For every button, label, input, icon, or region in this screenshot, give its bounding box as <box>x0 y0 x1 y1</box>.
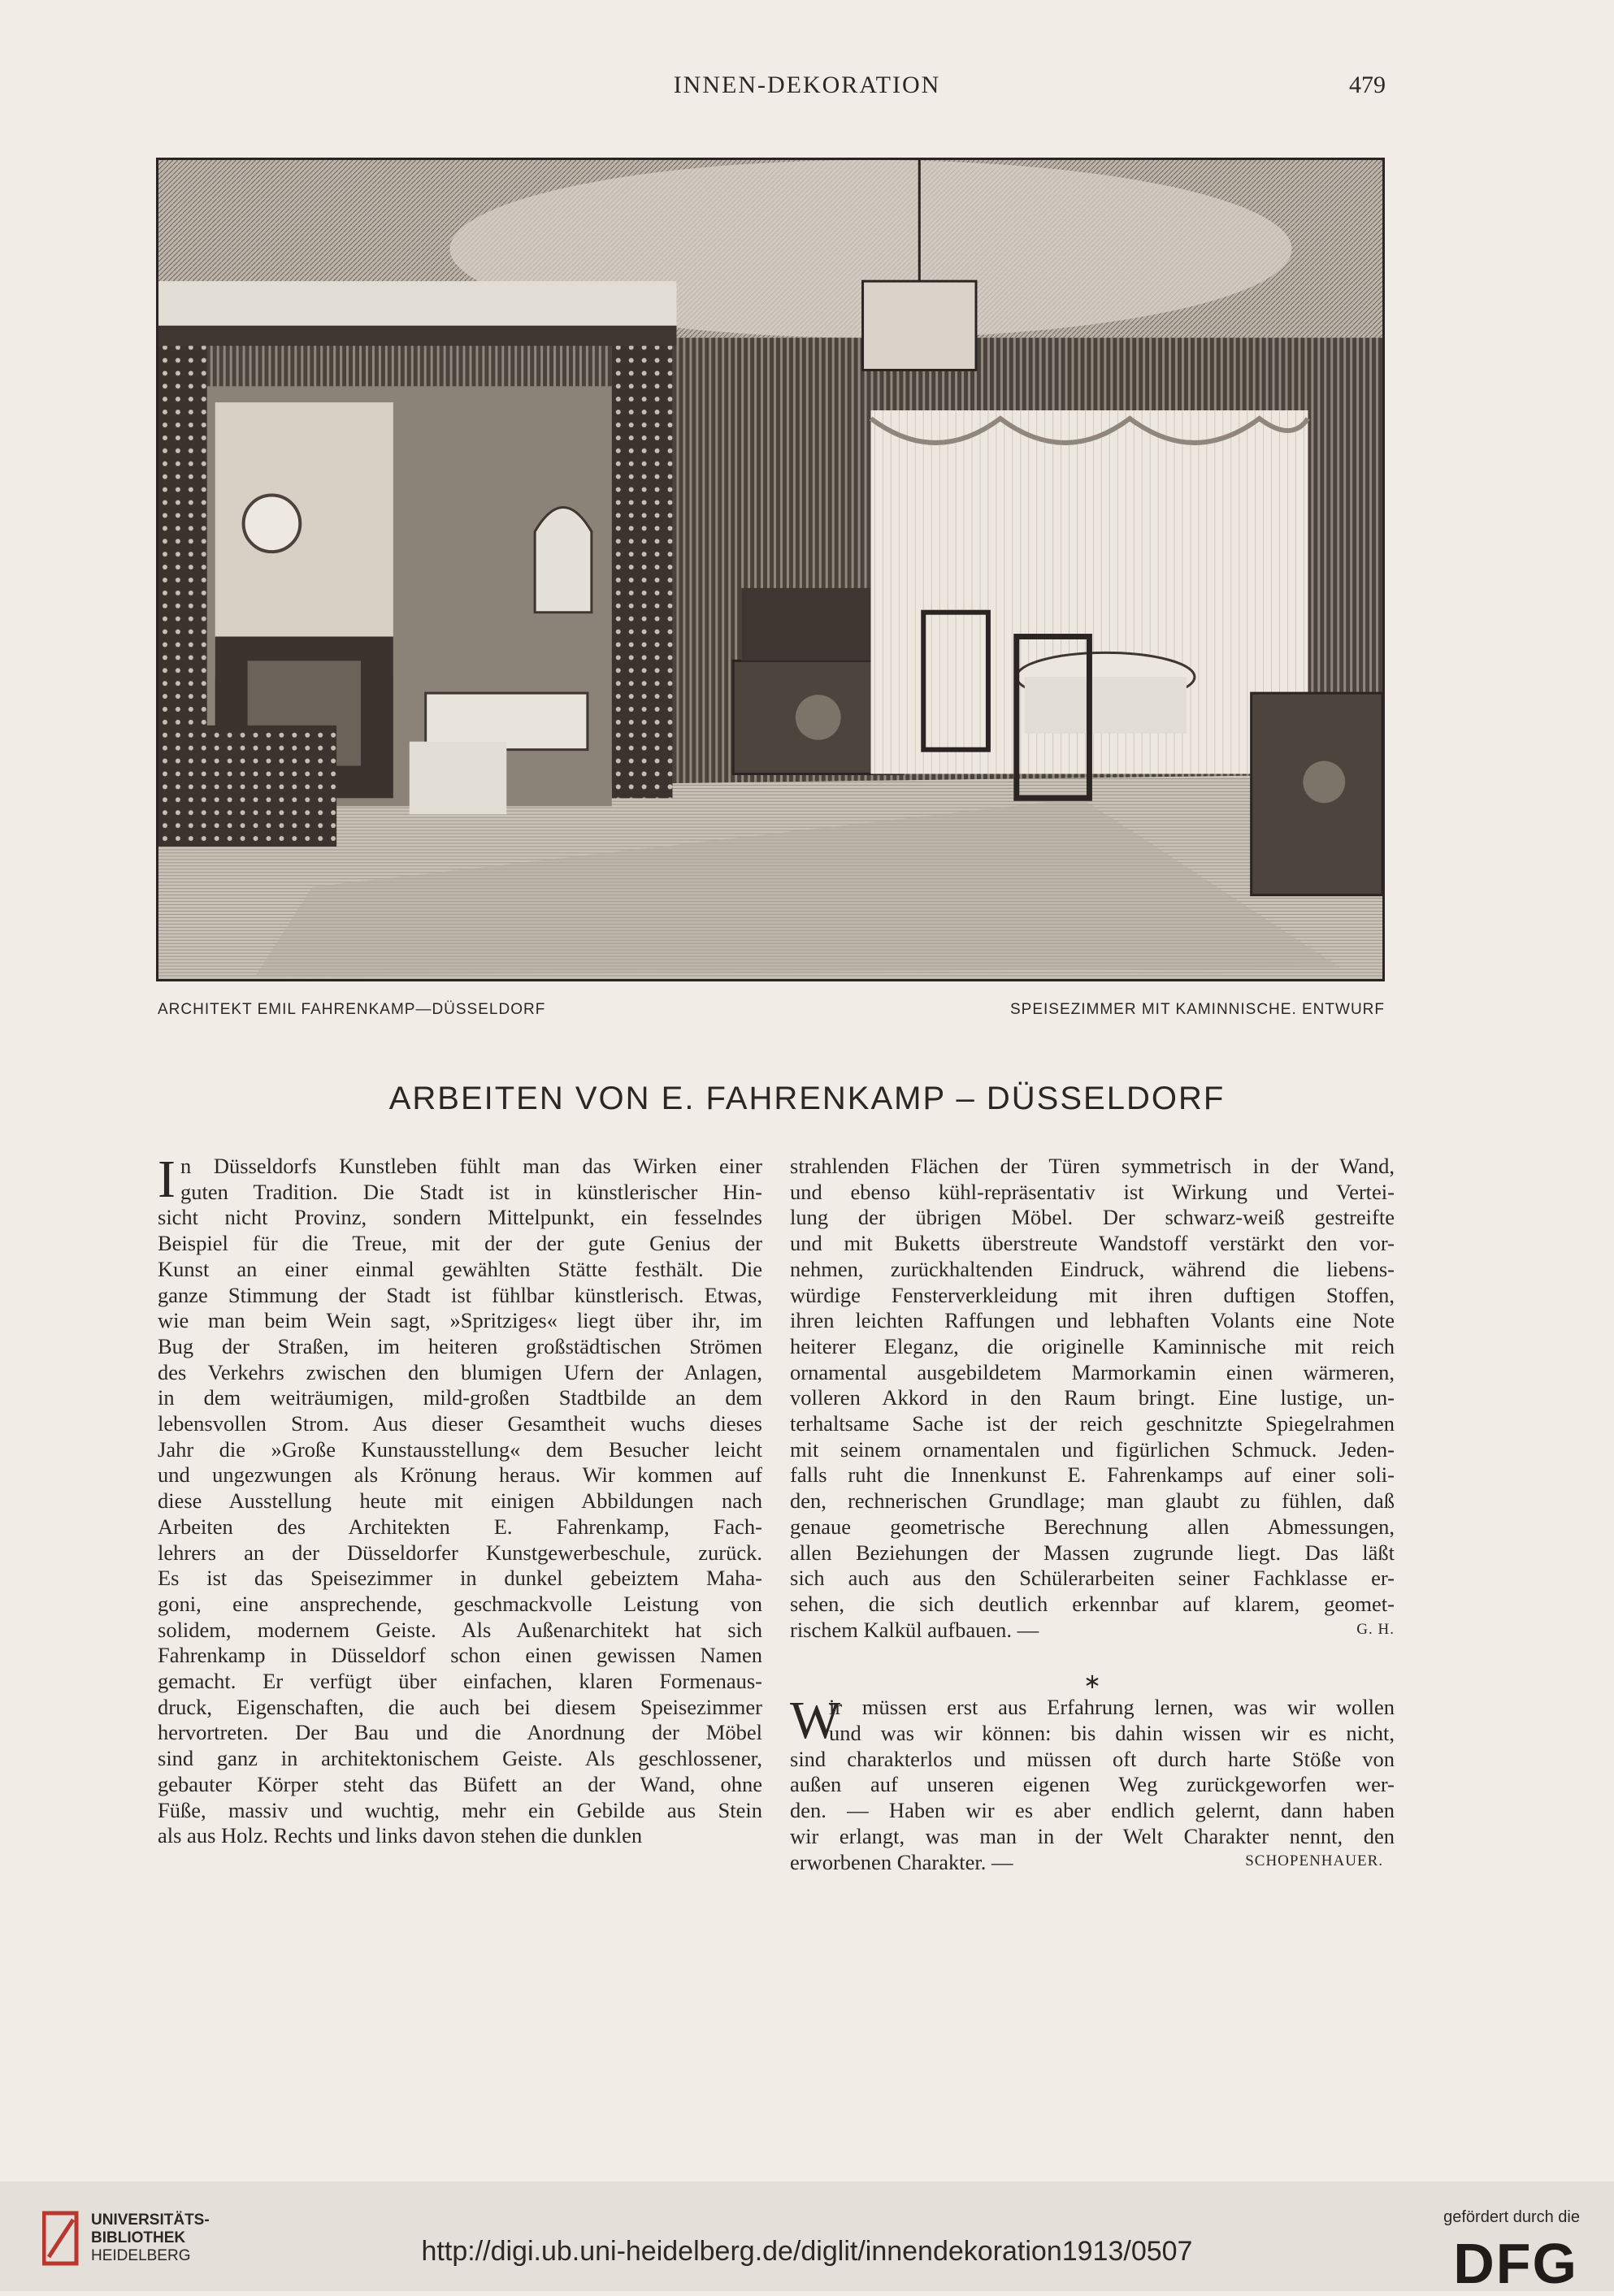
text-line: mit seinem ornamentalen und figürlichen Schmuck. Jeden- <box>790 1436 1395 1462</box>
author-signature: G. H. <box>1356 1621 1395 1639</box>
text-line: wie man beim Wein sagt, »Spritziges« liegt über ihr, im <box>158 1308 762 1333</box>
library-name-line: UNIVERSITÄTS- <box>91 2212 210 2229</box>
text-line: lehrers an der Düsseldorfer Kunstgewerbeschule, zurück. <box>158 1540 762 1565</box>
text-line: terhaltsame Sache ist der reich geschnitzte Spiegelrahmen <box>790 1411 1395 1436</box>
text-line: und was wir können: bis dahin wissen wir es nicht, <box>829 1721 1395 1746</box>
text-line: erworbenen Charakter. — <box>790 1849 1013 1874</box>
text-line: den. — Haben wir es aber endlich gelernt, dann haben <box>790 1798 1395 1823</box>
text-line: goni, eine ansprechende, geschmackvolle Leistung von <box>158 1591 762 1616</box>
text-line: solidem, modernem Geiste. Als Außenarchitekt hat sich <box>158 1617 762 1642</box>
running-title: INNEN-DEKORATION <box>673 71 941 98</box>
text-line: als aus Holz. Rechts und links davon stehen die dunklen <box>158 1823 643 1848</box>
text-line: würdige Fensterverkleidung mit ihren duftigen Stoffen, <box>790 1282 1395 1307</box>
text-line: heiterer Eleganz, die originelle Kaminnische mit reich <box>790 1333 1395 1358</box>
library-name-line: BIBLIOTHEK <box>91 2229 186 2246</box>
funding-note: gefördert durch die <box>1443 2208 1580 2226</box>
text-line: ir müssen erst aus Erfahrung lernen, was wir wollen <box>829 1695 1395 1720</box>
plate-caption-title: SPEISEZIMMER MIT KAMINNISCHE. ENTWURF <box>1009 1001 1385 1018</box>
text-line: in dem weiträumigen, mild-großen Stadtbilde an dem <box>158 1385 762 1410</box>
text-line: Kunst an einer einmal gewählten Stätte festhält. Die <box>158 1256 762 1281</box>
text-line: diese Ausstellung heute mit einigen Abbildungen nach <box>158 1488 762 1514</box>
permalink-url[interactable]: http://digi.ub.uni-heidelberg.de/diglit/innendekoration1913/0507 <box>421 2236 1193 2267</box>
text-line: strahlenden Flächen der Türen symmetrisch in der Wand, <box>790 1154 1395 1178</box>
text-line: außen auf unseren eigenen Weg zurückgeworfen wer- <box>790 1772 1395 1797</box>
text-line: volleren Akkord in den Raum bringt. Eine lustige, un- <box>790 1385 1395 1410</box>
text-line: Fahrenkamp in Düsseldorf schon einen gewissen Namen <box>158 1643 762 1668</box>
text-line: und mit Buketts überstreute Wandstoff verstärkt den vor- <box>790 1231 1395 1256</box>
text-line: nehmen, zurückhaltenden Eindruck, während die liebens- <box>790 1256 1395 1281</box>
text-line: sehen, die sich deutlich erkennbar auf klarem, geomet- <box>790 1591 1395 1616</box>
schopenhauer-quote <box>790 1691 1395 1875</box>
text-line: Füße, massiv und wuchtig, mehr ein Gebilde aus Stein <box>158 1797 762 1822</box>
text-line: den, rechnerischen Grundlage; man glaubt zu fühlen, daß <box>790 1488 1395 1514</box>
text-line: guten Tradition. Die Stadt ist in künstlerischer Hin- <box>180 1179 762 1204</box>
text-line: sind ganz in architektonischem Geiste. Als geschlossener, <box>158 1746 762 1771</box>
article-column-left <box>158 1150 762 1849</box>
text-line: und ebenso kühl-repräsentativ ist Wirkung und Vertei- <box>790 1179 1395 1204</box>
text-line: Beispiel für die Treue, mit der der gute Genius der <box>158 1231 762 1256</box>
article-title: ARBEITEN VON E. FAHRENKAMP – DÜSSELDORF <box>388 1081 1226 1116</box>
text-line: rischem Kalkül aufbauen. — <box>790 1617 1039 1642</box>
text-line: allen Beziehungen der Massen zugrunde liegt. Das läßt <box>790 1540 1395 1565</box>
text-line: Arbeiten des Architekten E. Fahrenkamp, Fach- <box>158 1514 762 1539</box>
text-line: Bug der Straßen, im heiteren großstädtischen Strömen <box>158 1333 762 1358</box>
text-line: hervortreten. Der Bau und die Anordnung der Möbel <box>158 1720 762 1745</box>
text-line: gebauter Körper steht das Büfett an der Wand, ohne <box>158 1771 762 1796</box>
text-line: und ungezwungen als Krönung heraus. Wir kommen auf <box>158 1462 762 1488</box>
article-column-right <box>790 1154 1395 1875</box>
dfg-logo: DFG <box>1453 2232 1578 2295</box>
text-line: wir erlangt, was man in der Welt Charakter nennt, den <box>790 1823 1395 1848</box>
page-number: 479 <box>1349 71 1386 98</box>
text-line: Es ist das Speisezimmer in dunkel gebeiztem Maha- <box>158 1566 762 1591</box>
text-line: Jahr die »Große Kunstausstellung« dem Besucher leicht <box>158 1436 762 1462</box>
text-line: lebensvollen Strom. Aus dieser Gesamtheit wuchs dieses <box>158 1411 762 1436</box>
library-name-line: HEIDELBERG <box>91 2247 191 2264</box>
section-separator: ∗ <box>1083 1670 1101 1694</box>
drop-capital: I <box>158 1150 176 1209</box>
quote-drop-capital: W <box>790 1691 841 1751</box>
text-line: ihren leichten Raffungen und lebhaften Volants eine Note <box>790 1308 1395 1333</box>
text-line: druck, Eigenschaften, die auch bei diesem Speisezimmer <box>158 1694 762 1719</box>
quote-author: SCHOPENHAUER. <box>1245 1852 1383 1869</box>
text-line: ganze Stimmung der Stadt ist fühlbar künstlerisch. Etwas, <box>158 1282 762 1307</box>
right-column-text <box>790 1154 1395 1643</box>
text-line: sich auch aus den Schülerarbeiten seiner Fachklasse er- <box>790 1566 1395 1591</box>
left-column-text <box>158 1150 762 1849</box>
text-line: gemacht. Er verfügt über einfachen, klaren Formenaus- <box>158 1669 762 1694</box>
illustration-plate <box>156 158 1385 981</box>
plate-caption-architect: ARCHITEKT EMIL FAHRENKAMP—DÜSSELDORF <box>158 1001 546 1018</box>
text-line: des Verkehrs zwischen den blumigen Ufern der Anlagen, <box>158 1359 762 1384</box>
dining-room-engraving <box>158 160 1382 979</box>
text-line: sicht nicht Provinz, sondern Mittelpunkt, ein fesselndes <box>158 1205 762 1230</box>
text-line: ornamental ausgebildetem Marmorkamin einen wärmeren, <box>790 1359 1395 1384</box>
text-line: lung der übrigen Möbel. Der schwarz-weiß gestreifte <box>790 1205 1395 1230</box>
text-line: genaue geometrische Berechnung allen Abmessungen, <box>790 1514 1395 1539</box>
text-line: falls ruht die Innenkunst E. Fahrenkamps auf einer soli- <box>790 1462 1395 1488</box>
text-line: n Düsseldorfs Kunstleben fühlt man das Wirken einer <box>180 1154 762 1178</box>
text-line: sind charakterlos und müssen oft durch harte Stöße von <box>790 1746 1395 1771</box>
